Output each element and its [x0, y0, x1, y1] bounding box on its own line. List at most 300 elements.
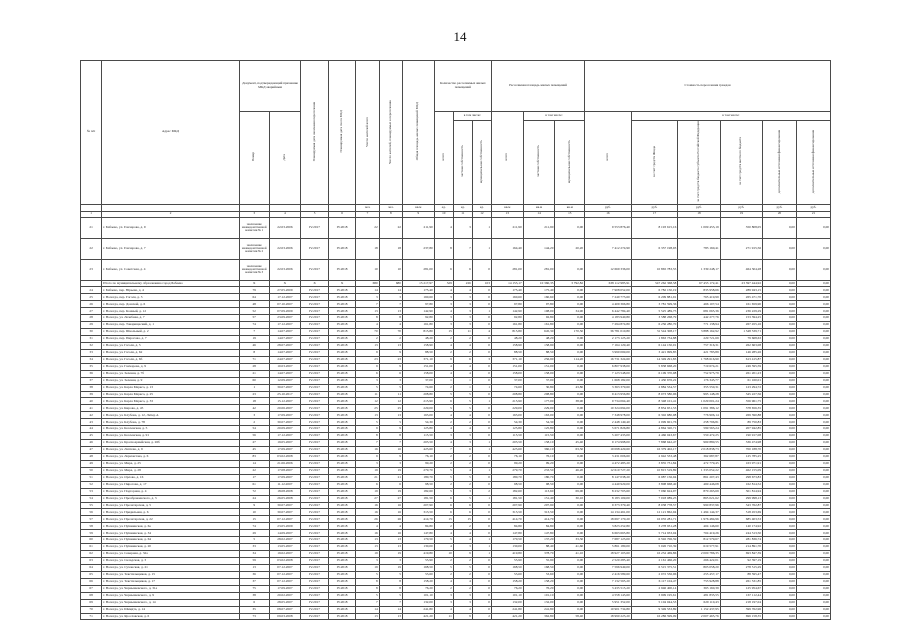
table-cell: 51: [81, 474, 102, 481]
column-number-cell: 3: [239, 211, 269, 217]
table-cell: 5: [379, 419, 402, 426]
table-cell: 215,90: [402, 398, 434, 405]
table-cell: 0: [472, 509, 491, 516]
table-cell: 30,10: [555, 495, 585, 502]
table-cell: 2 416 589,60: [585, 571, 632, 578]
column-number-cell: 7: [356, 211, 379, 217]
table-cell: 7: [356, 440, 379, 447]
table-cell: 0,00: [555, 481, 585, 488]
table-cell: 19: [356, 564, 379, 571]
table-cell: 3: [453, 599, 472, 606]
table-cell: 269 390,88: [720, 412, 762, 419]
table-cell: 0,00: [763, 370, 797, 377]
table-cell: 281,00: [491, 259, 523, 280]
table-cell: 299 998,13: [720, 495, 762, 502]
table-cell: 4: [434, 308, 453, 315]
table-cell: 0,00: [796, 294, 830, 301]
table-cell: 151,40: [523, 495, 555, 502]
table-cell: 163,00: [491, 412, 523, 419]
table-cell: 170,50: [555, 329, 585, 336]
table-cell: 2: [434, 481, 453, 488]
table-cell: 1 668 182,00: [585, 377, 632, 384]
table-cell: 7 018 089,25: [631, 495, 678, 502]
table-cell: 5: [379, 384, 402, 391]
table-cell: 161,80: [402, 322, 434, 329]
table-cell: 67 453 172,41: [678, 280, 720, 287]
table-cell: 182,60: [491, 488, 523, 495]
address-cell: г. Вологда, пер. Гоголя, д. 3: [102, 294, 240, 301]
table-cell: 181,50: [491, 495, 523, 502]
table-cell: 76,20: [402, 585, 434, 592]
address-cell: г. Вологда, ул. Ярославская, д. 6: [102, 613, 240, 620]
table-cell: 37: [81, 377, 102, 384]
table-cell: 5 026 710,39: [631, 544, 678, 551]
table-cell: 9: [379, 349, 402, 356]
address-cell: г. Вологда, ул. Кирова, д. 45: [102, 405, 240, 412]
table-cell: 132,00: [523, 599, 555, 606]
table-cell: 5: [434, 537, 453, 544]
table-cell: 163,00: [523, 412, 555, 419]
table-cell: IV.2018: [328, 613, 356, 620]
header-cost-extra-2: дополнительные источники финансирования: [796, 121, 830, 205]
header-cost-including: в том числе:: [631, 112, 830, 121]
table-cell: 35: [239, 606, 269, 613]
table-cell: 771 138,94: [678, 322, 720, 329]
table-cell: IV.2018: [328, 564, 356, 571]
table-cell: Х: [269, 280, 301, 287]
table-cell: 21.06.2006: [269, 460, 301, 467]
address-cell: г. Вологда, ул. Красноармейская, д. 26б: [102, 440, 240, 447]
table-cell: 37: [239, 578, 269, 585]
table-cell: 0: [472, 370, 491, 377]
table-cell: 08.07.2007: [269, 606, 301, 613]
table-cell: 4 466 043,67: [631, 433, 678, 440]
table-cell: IV.2017: [301, 308, 329, 315]
table-cell: 0,00: [796, 613, 830, 620]
table-cell: 0,00: [555, 419, 585, 426]
table-cell: 995 148,28: [678, 391, 720, 398]
address-cell: г. Вологда, ул. Карла Маркса, д. 33: [102, 398, 240, 405]
address-cell: г. Вологда, ул. Пушкинская, д. 64: [102, 537, 240, 544]
table-cell: 0,00: [796, 606, 830, 613]
table-cell: 5 104 044,53: [631, 599, 678, 606]
column-number-cell: 6: [328, 211, 356, 217]
table-cell: 76,10: [402, 453, 434, 460]
table-row: [81, 502, 831, 509]
address-cell: г. Вологда, ул. Текстильщиков, д. 17: [102, 578, 240, 585]
table-cell: 0,00: [796, 544, 830, 551]
table-cell: 3: [453, 294, 472, 301]
table-cell: 33: [239, 544, 269, 551]
table-cell: 208,80: [491, 391, 523, 398]
table-cell: 0,00: [763, 467, 797, 474]
table-cell: 313,50: [523, 509, 555, 516]
table-cell: 0: [472, 523, 491, 530]
table-row: [81, 613, 831, 620]
table-cell: 19 098 429,60: [585, 447, 632, 454]
table-cell: 812 579,67: [678, 537, 720, 544]
table-cell: 10: [379, 259, 402, 280]
table-cell: 1 091 386,12: [678, 405, 720, 412]
table-cell: IV.2017: [301, 509, 329, 516]
table-row: [81, 342, 831, 349]
table-cell: 0,00: [796, 460, 830, 467]
table-cell: 22.03.2006: [269, 217, 301, 238]
table-cell: 3: [356, 460, 379, 467]
table-cell: 0,00: [763, 342, 797, 349]
table-cell: 214 891,70: [720, 544, 762, 551]
table-cell: 0: [472, 433, 491, 440]
table-cell: IV.2018: [328, 460, 356, 467]
table-cell: 167 112,44: [720, 592, 762, 599]
table-cell: 0,00: [796, 398, 830, 405]
table-cell: 229,00: [491, 405, 523, 412]
table-cell: IV.2018: [328, 419, 356, 426]
address-cell: г. Вологда, ул. Гончарова, д. 9: [102, 363, 240, 370]
table-cell: IV.2017: [301, 453, 329, 460]
table-cell: 4: [434, 544, 453, 551]
table-cell: 0,00: [796, 384, 830, 391]
table-cell: IV.2018: [328, 336, 356, 343]
header-doc-date: Дата: [269, 112, 301, 205]
header-num: № п/п: [81, 61, 102, 205]
table-cell: 28.02.2007: [269, 537, 301, 544]
table-cell: 20,20: [555, 238, 585, 259]
table-cell: 125,80: [523, 426, 555, 433]
table-cell: заключение межведомственной комиссии № 3: [239, 259, 269, 280]
table-cell: 17.09.2007: [269, 412, 301, 419]
table-cell: 21: [81, 217, 102, 238]
table-cell: 14.07.2007: [269, 349, 301, 356]
table-cell: 16: [379, 447, 402, 454]
table-cell: 147,80: [491, 530, 523, 537]
table-row: [81, 426, 831, 433]
table-cell: 7 294 874,80: [585, 322, 632, 329]
table-cell: 115,50: [523, 433, 555, 440]
table-cell: 9 174 998,00: [585, 440, 632, 447]
table-cell: 6 987 156,94: [631, 474, 678, 481]
unit-cell: чел.: [356, 204, 379, 211]
table-cell: 8 073 580,96: [631, 391, 678, 398]
table-cell: 7 060 624,97: [631, 488, 678, 495]
table-cell: 33: [81, 349, 102, 356]
table-cell: 158,10: [523, 440, 555, 447]
table-cell: IV.2018: [328, 363, 356, 370]
table-cell: 680: [379, 280, 402, 287]
table-cell: 0,00: [555, 571, 585, 578]
table-cell: 56: [81, 509, 102, 516]
table-cell: 0,00: [763, 349, 797, 356]
table-cell: 2: [472, 613, 491, 620]
table-cell: 98,50: [491, 481, 523, 488]
table-cell: 180,70: [523, 474, 555, 481]
table-cell: 44: [81, 426, 102, 433]
address-cell: г. Вологда, ул. Северная, д. 32а: [102, 551, 240, 558]
table-cell: 97,80: [523, 301, 555, 308]
table-cell: 0: [472, 453, 491, 460]
table-cell: 16: [356, 502, 379, 509]
table-cell: 2 099 601,76: [631, 419, 678, 426]
unit-cell: кв.м: [555, 204, 585, 211]
table-cell: 76,20: [491, 585, 523, 592]
table-cell: 41,10: [555, 551, 585, 558]
table-cell: IV.2017: [301, 419, 329, 426]
table-cell: 30.07.2007: [269, 384, 301, 391]
table-cell: 18 697 170,20: [585, 516, 632, 523]
table-cell: 3 823 252,80: [585, 523, 632, 530]
table-cell: 13: [356, 308, 379, 315]
table-cell: 17.08.2007: [269, 467, 301, 474]
table-cell: 4: [379, 322, 402, 329]
table-cell: 4: [434, 530, 453, 537]
table-cell: 0: [472, 592, 491, 599]
table-cell: 0,00: [763, 426, 797, 433]
table-cell: 765 419,99: [678, 294, 720, 301]
table-cell: 378,70: [523, 551, 555, 558]
table-cell: IV.2018: [328, 495, 356, 502]
unit-cell: ед.: [453, 204, 472, 211]
units-row: [81, 204, 831, 211]
table-cell: 9 349 533,89: [631, 606, 678, 613]
table-cell: 355 550,31: [678, 384, 720, 391]
table-row: [81, 516, 831, 523]
table-cell: 685 403,53: [720, 516, 762, 523]
table-cell: 1: [472, 447, 491, 454]
table-cell: 168,50: [491, 564, 523, 571]
table-cell: 4: [453, 537, 472, 544]
table-cell: 233,50: [523, 467, 555, 474]
table-cell: 74: [239, 523, 269, 530]
table-cell: 4: [453, 370, 472, 377]
table-cell: IV.2017: [301, 322, 329, 329]
address-cell: г. Вологда, пер. Школьный, д. 2: [102, 329, 240, 336]
table-cell: IV.2017: [301, 474, 329, 481]
table-cell: 19.05.2007: [269, 440, 301, 447]
table-cell: IV.2018: [328, 509, 356, 516]
table-cell: 638 112 985,91: [585, 280, 632, 287]
table-header: [81, 61, 831, 218]
table-cell: 2 942 533,48: [631, 453, 678, 460]
table-cell: 23: [379, 356, 402, 363]
table-cell: 226: [453, 280, 472, 287]
header-count-including: в том числе:: [453, 112, 491, 121]
table-cell: 313,50: [491, 509, 523, 516]
table-cell: 9 373 379,40: [585, 502, 632, 509]
table-cell: 12 669 336,00: [585, 259, 632, 280]
table-cell: 170,50: [491, 537, 523, 544]
table-row: [81, 384, 831, 391]
table-cell: 8: [356, 433, 379, 440]
table-cell: 8 348 101,41: [631, 398, 678, 405]
table-cell: 58: [81, 523, 102, 530]
table-cell: 16 035 281,71: [631, 516, 678, 523]
table-row: [81, 349, 831, 356]
table-cell: 0,00: [763, 294, 797, 301]
table-cell: 2: [453, 453, 472, 460]
table-row: [81, 509, 831, 516]
table-cell: 3: [453, 488, 472, 495]
address-cell: г. Вологда, ул. Карла Маркса, д. 25: [102, 391, 240, 398]
table-cell: 700 188,70: [720, 447, 762, 454]
table-cell: IV.2018: [328, 294, 356, 301]
table-cell: 14: [239, 460, 269, 467]
unit-cell: ед.: [472, 204, 491, 211]
table-row: [81, 301, 831, 308]
table-cell: 1: [472, 384, 491, 391]
table-cell: 10 901 734,80: [585, 606, 632, 613]
table-cell: 0,00: [796, 336, 830, 343]
table-cell: 0,00: [796, 287, 830, 294]
table-cell: [81, 280, 102, 287]
table-cell: 0,00: [763, 280, 797, 287]
table-cell: 175,40: [523, 287, 555, 294]
table-cell: 2 018 838,73: [678, 447, 720, 454]
table-cell: 55: [81, 502, 102, 509]
table-cell: 14 349 291,83: [631, 356, 678, 363]
table-cell: 281,00: [523, 259, 555, 280]
table-cell: 0,00: [763, 613, 797, 620]
table-cell: 0,00: [555, 460, 585, 467]
table-cell: 27: [379, 495, 402, 502]
table-cell: 4: [453, 530, 472, 537]
table-cell: 861 207,43: [678, 474, 720, 481]
table-cell: 0,00: [763, 391, 797, 398]
table-cell: 0,00: [555, 287, 585, 294]
table-cell: 41: [81, 405, 102, 412]
table-cell: 108,00: [523, 308, 555, 315]
table-cell: 3: [453, 308, 472, 315]
table-cell: IV.2017: [301, 578, 329, 585]
table-cell: 414,70: [402, 516, 434, 523]
table-row: [81, 467, 831, 474]
table-cell: 32: [81, 342, 102, 349]
table-cell: 1: [472, 537, 491, 544]
table-cell: IV.2017: [301, 315, 329, 322]
table-cell: IV.2018: [328, 384, 356, 391]
table-cell: 3: [356, 377, 379, 384]
table-cell: 645,30: [523, 329, 555, 336]
table-cell: 10 324 694,00: [585, 405, 632, 412]
table-row: [81, 530, 831, 537]
table-cell: 4 183 940,80: [585, 315, 632, 322]
table-cell: 0: [472, 322, 491, 329]
table-cell: IV.2018: [328, 356, 356, 363]
table-cell: 14: [379, 287, 402, 294]
unit-cell: кв.м: [491, 204, 523, 211]
table-cell: 5: [356, 571, 379, 578]
table-cell: 5: [379, 592, 402, 599]
address-cell: г. Вологда, ул. Лечебная, д. 7: [102, 315, 240, 322]
table-cell: 30: [81, 329, 102, 336]
table-cell: IV.2017: [301, 530, 329, 537]
table-cell: 99,20: [402, 460, 434, 467]
table-cell: 2 000 786,35: [678, 551, 720, 558]
table-cell: 0,00: [796, 370, 830, 377]
table-cell: 10 815 519,89: [631, 467, 678, 474]
table-cell: 5 525 489,75: [631, 308, 678, 315]
table-cell: 2: [434, 460, 453, 467]
table-cell: 776 906,14: [678, 412, 720, 419]
table-cell: 4: [434, 363, 453, 370]
table-cell: 130,00: [402, 544, 434, 551]
table-cell: 17.09.2007: [269, 585, 301, 592]
table-cell: 0,00: [555, 363, 585, 370]
table-cell: 1: [472, 308, 491, 315]
table-cell: 8: [379, 433, 402, 440]
table-cell: 25: [379, 405, 402, 412]
table-cell: 14: [356, 606, 379, 613]
table-cell: 59: [239, 558, 269, 565]
table-cell: 0,00: [555, 259, 585, 280]
table-cell: 8: [356, 578, 379, 585]
table-cell: 97,80: [402, 301, 434, 308]
table-cell: 55,90: [402, 558, 434, 565]
table-row: [81, 329, 831, 336]
table-cell: 0,00: [555, 502, 585, 509]
table-cell: 0,00: [763, 592, 797, 599]
table-cell: 07.12.2007: [269, 564, 301, 571]
table-cell: 208,80: [402, 391, 434, 398]
table-cell: 14 134 461,00: [585, 509, 632, 516]
table-cell: 33,30: [555, 537, 585, 544]
table-cell: 229,00: [523, 405, 555, 412]
unit-cell: [102, 204, 240, 211]
table-cell: 2 448 149,40: [585, 419, 632, 426]
page-number: 14: [453, 29, 467, 44]
table-cell: 2: [356, 336, 379, 343]
table-cell: 3: [434, 294, 453, 301]
table-cell: 125,80: [402, 426, 434, 433]
table-cell: 0,00: [763, 564, 797, 571]
table-cell: 2: [434, 336, 453, 343]
table-cell: 423,60: [402, 447, 434, 454]
table-cell: 158,90: [491, 342, 523, 349]
table-cell: 7: [356, 301, 379, 308]
table-cell: 0: [472, 571, 491, 578]
address-cell: г. Бабаево, ул. Гончарова, д. 7: [102, 238, 240, 259]
table-cell: IV.2017: [301, 467, 329, 474]
table-cell: IV.2018: [328, 502, 356, 509]
table-cell: 125 954,67: [720, 585, 762, 592]
table-cell: 151,00: [523, 363, 555, 370]
header-doc-number: Номер: [239, 112, 269, 205]
table-cell: 1: [239, 384, 269, 391]
table-cell: 50: [81, 467, 102, 474]
table-cell: IV.2018: [328, 447, 356, 454]
table-cell: 103: [472, 280, 491, 287]
table-cell: 07.09.2009: [269, 308, 301, 315]
table-cell: 14.07.2007: [269, 329, 301, 336]
header-planned-demolition: Планируемая дата сноса МКД: [328, 61, 356, 205]
table-cell: IV.2017: [301, 558, 329, 565]
table-cell: 115,50: [402, 433, 434, 440]
table-cell: 130,00: [491, 544, 523, 551]
table-cell: 18: [239, 398, 269, 405]
table-cell: 15 217,97: [402, 280, 434, 287]
table-cell: 7 687 123,00: [585, 537, 632, 544]
table-cell: 835 958,66: [678, 287, 720, 294]
table-cell: IV.2017: [301, 336, 329, 343]
table-cell: 0,00: [555, 322, 585, 329]
table-cell: 175,40: [402, 287, 434, 294]
table-row: [81, 356, 831, 363]
table-cell: 26: [379, 516, 402, 523]
table-cell: 97,80: [491, 301, 523, 308]
table-cell: 8 147 038,20: [585, 474, 632, 481]
table-row: [81, 405, 831, 412]
table-cell: 177,00: [523, 398, 555, 405]
table-cell: IV.2018: [328, 287, 356, 294]
